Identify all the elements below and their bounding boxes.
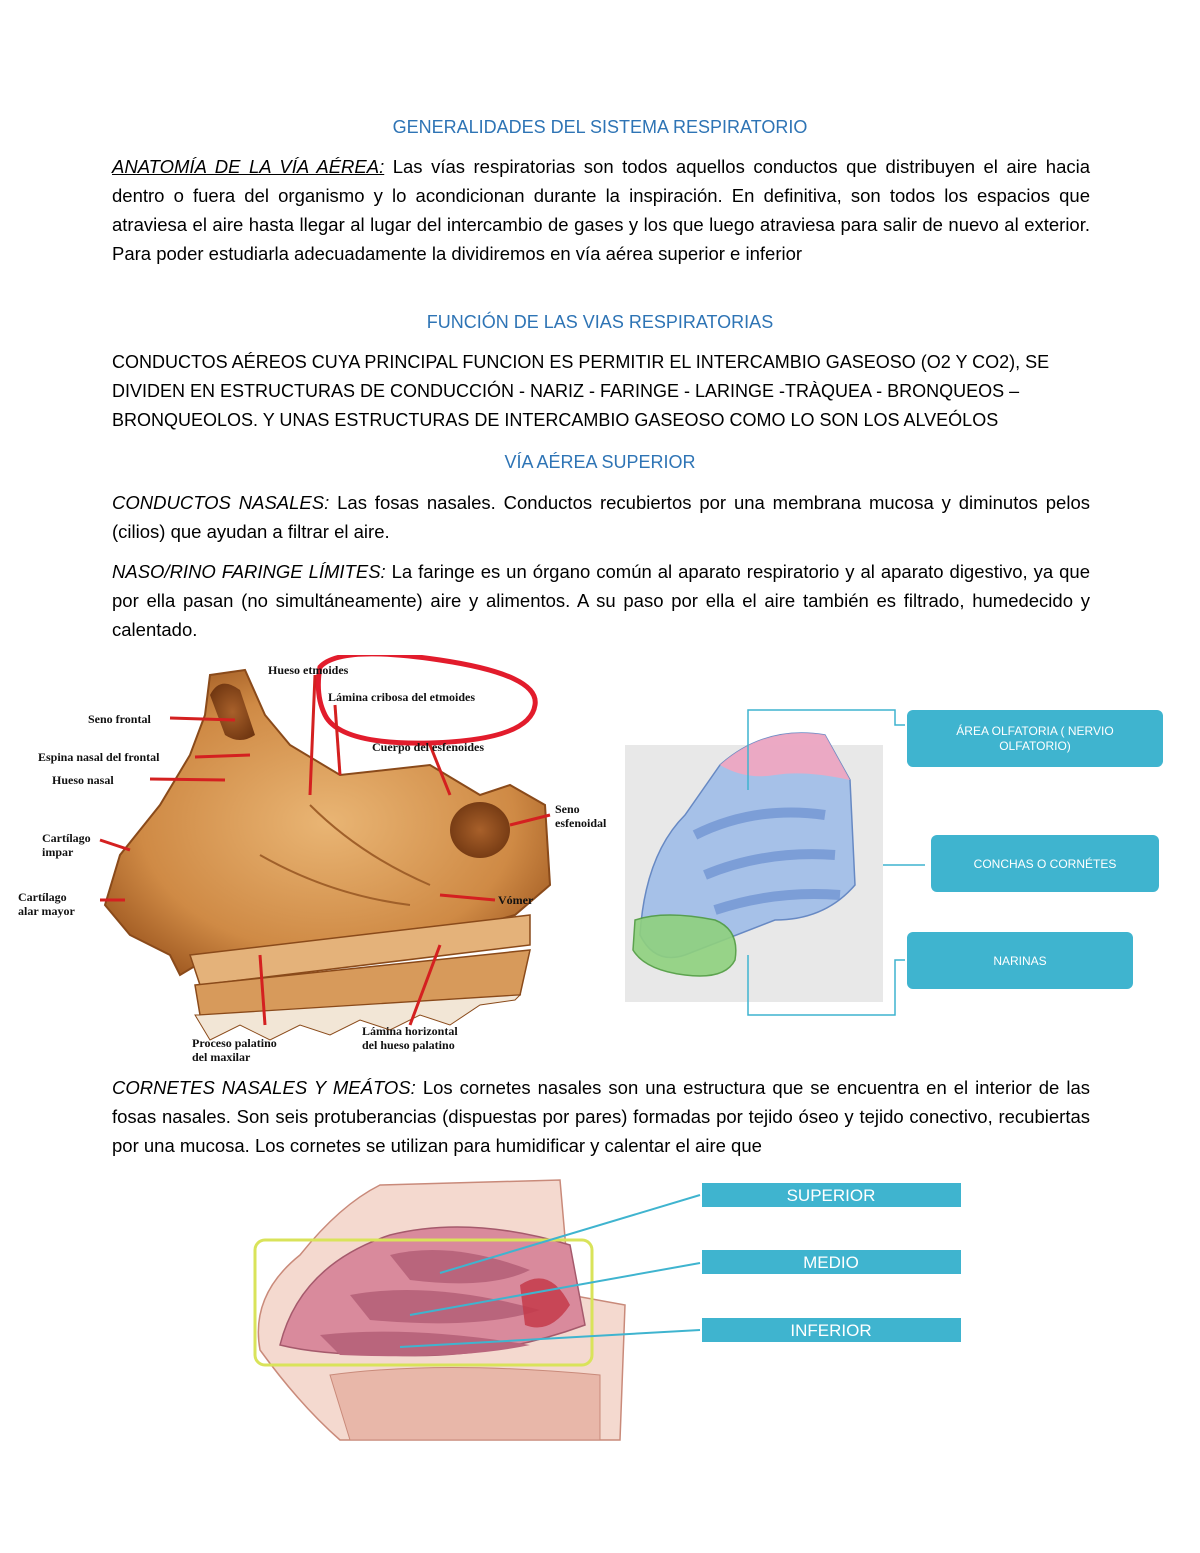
label-hueso-nasal: Hueso nasal — [52, 773, 114, 787]
conductos-paragraph — [112, 488, 1090, 546]
conductos-lead: CONDUCTOS NASALES: — [112, 492, 330, 513]
label-cartilago-alar-2: alar mayor — [18, 904, 75, 918]
turbinates-figure — [240, 1175, 965, 1445]
funcion-heading: FUNCIÓN DE LAS VIAS RESPIRATORIAS — [426, 312, 774, 332]
funcion-paragraph: CONDUCTOS AÉREOS CUYA PRINCIPAL FUNCION ES PERMITIR EL INTERCAMBIO GASEOSO (O2 Y CO2), SE DIVIDEN EN ESTRUCTURAS DE CONDUCCIÓN - NARIZ - FARINGE - LARINGE -TRÀQUEA - BRONQUEOS – BRONQUEOLOS. Y UNAS ESTRUCTURAS DE INTERCAMBIO GASEOSO COMO LO SON LOS ALVEÓLOS — [112, 352, 1050, 430]
label-espina-nasal: Espina nasal del frontal — [38, 750, 160, 764]
text-conchas: CONCHAS O CORNÉTES — [973, 857, 1117, 871]
anatomia-text: Las vías respiratorias son todos aquellos conductos que distribuyen el aire hacia dentro o fuera del organismo y lo acondicionan durante la inspiración. En definitiva, son todos los espacios que atraviesa el aire hasta llegar al lugar del intercambio de gases y los que luego atraviesa para salir de nuevo al exterior. Para poder estudiarla adecuadamente la dividiremos en vía aérea superior e inferior — [112, 156, 1091, 264]
label-lamina-cribosa: Lámina cribosa del etmoides — [328, 690, 475, 704]
label-vomer: Vómer — [498, 893, 534, 907]
label-cartilago-impar-2: impar — [42, 845, 74, 859]
anatomia-paragraph — [112, 152, 1090, 268]
label-cuerpo-esfenoides: Cuerpo del esfenoides — [372, 740, 484, 754]
olfactory-area-shape — [720, 733, 850, 780]
page-title: GENERALIDADES DEL SISTEMA RESPIRATORIO — [392, 117, 808, 137]
text-superior: SUPERIOR — [786, 1186, 876, 1205]
label-hueso-etmoides: Hueso etmoides — [268, 663, 349, 677]
label-cartilago-alar-1: Cartílago — [18, 890, 67, 904]
label-lamina-h-1: Lámina horizontal — [362, 1024, 458, 1038]
sphenoid-sinus-shape — [450, 802, 510, 858]
naso-paragraph — [112, 557, 1090, 644]
text-area-2: OLFATORIO) — [999, 739, 1071, 753]
nasal-skeleton-figure — [10, 655, 625, 1065]
label-seno-esf-1: Seno — [555, 802, 580, 816]
cornetes-text: Los cornetes nasales son una estructura que se encuentra en el interior de las fosas nasales. Son seis protuberancias (dispuestas por pares) formadas por tejido óseo y tejido conectivo, recubiertas por una mucosa. Los cornetes se utilizan para humidificar y calentar el aire que — [112, 1077, 1090, 1156]
anatomia-lead: ANATOMÍA DE LA VÍA AÉREA: — [112, 156, 385, 177]
text-medio: MEDIO — [803, 1253, 859, 1272]
label-proceso-1: Proceso palatino — [192, 1036, 277, 1050]
text-narinas: NARINAS — [993, 954, 1047, 968]
naso-text: La faringe es un órgano común al aparato respiratorio y al aparato digestivo, ya que por ella pasan (no simultáneamente) aire y alimentos. A su paso por ella el aire también es filtrado, humedecido y calentado. — [112, 561, 1090, 640]
label-seno-esf-2: esfenoidal — [555, 816, 607, 830]
cornetes-lead: CORNETES NASALES Y MEÁTOS: — [112, 1077, 416, 1098]
text-area-1: ÁREA OLFATORIA ( NERVIO — [956, 724, 1114, 738]
nasal-cavity-diagram — [625, 705, 1165, 1020]
via-superior-heading: VÍA AÉREA SUPERIOR — [504, 452, 696, 472]
naso-lead: NASO/RINO FARINGE LÍMITES: — [112, 561, 386, 582]
label-lamina-h-2: del hueso palatino — [362, 1038, 455, 1052]
label-cartilago-impar-1: Cartílago — [42, 831, 91, 845]
label-seno-frontal: Seno frontal — [88, 712, 151, 726]
conductos-text: Las fosas nasales. Conductos recubiertos por una membrana mucosa y diminutos pelos (cilios) que ayudan a filtrar el aire. — [112, 492, 1090, 542]
label-proceso-2: del maxilar — [192, 1050, 251, 1064]
cornetes-paragraph — [112, 1073, 1090, 1160]
text-inferior: INFERIOR — [790, 1321, 872, 1340]
